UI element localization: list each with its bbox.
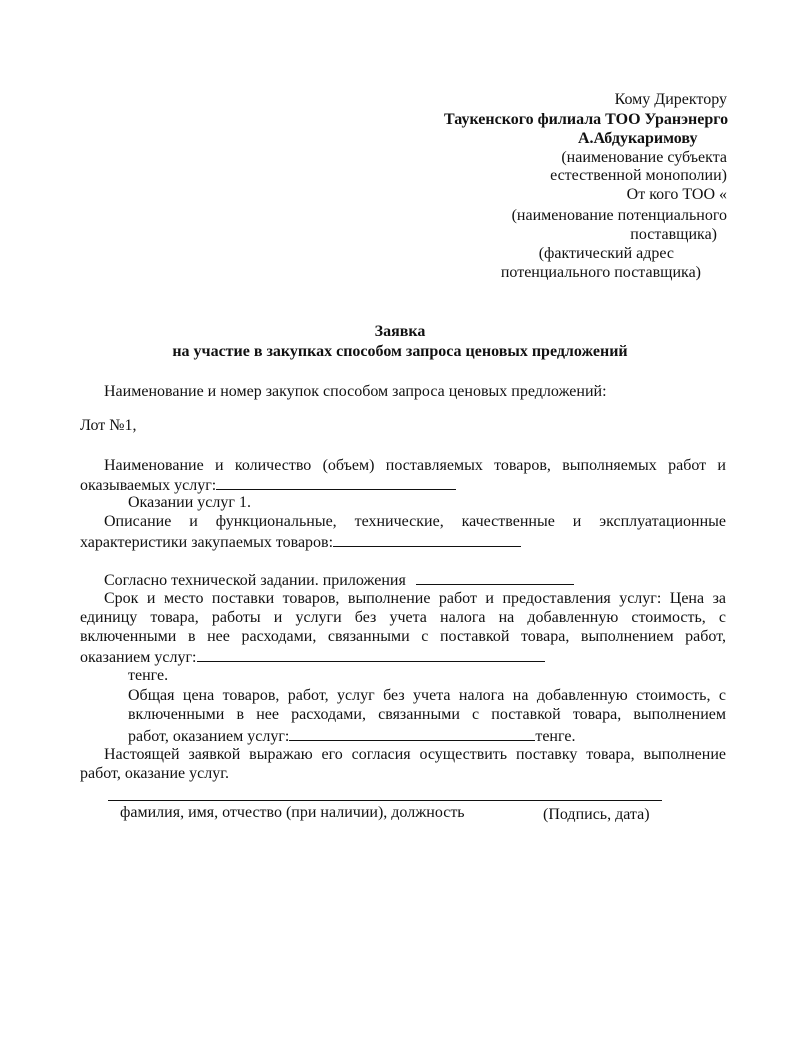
description-line-1: Описание и функциональные, технические, качественные и эксплуатационные — [104, 513, 726, 530]
term-line-2: единицу товара, работы и услуги без учета налога на добавленную стоимость, с — [80, 609, 726, 626]
addressee-line-3: А.Абдукаримову — [578, 130, 698, 147]
total-label: работ, оказанием услуг: — [128, 728, 290, 745]
addressee-line-7: (наименование потенциального — [511, 207, 727, 224]
description-blank-field[interactable] — [333, 531, 521, 547]
goods-blank-field[interactable] — [216, 474, 456, 490]
goods-label: оказываемых услуг: — [80, 477, 217, 494]
procurement-name-line: Наименование и номер закупок способом запроса ценовых предложений: — [104, 383, 607, 400]
addressee-line-2: Таукенского филиала ТОО Уранэнерго — [444, 111, 729, 128]
addressee-line-9: (фактический адрес — [538, 245, 674, 262]
addressee-line-8: поставщика) — [630, 226, 717, 243]
tenge-line-1: тенге. — [128, 667, 169, 684]
total-line-3 — [128, 725, 575, 747]
lot-line: Лот №1, — [80, 417, 137, 434]
description-label: характеристики закупаемых товаров: — [80, 534, 334, 551]
tech-spec-label: Согласно технической задании. приложения — [104, 572, 406, 589]
total-line-2: включенными в нее расходами, связанными с поставкой товара, выполнением — [128, 706, 726, 723]
addressee-line-10: потенциального поставщика) — [500, 264, 701, 281]
signature-line[interactable] — [108, 800, 662, 801]
consent-line-1: Настоящей заявкой выражаю его согласия осуществить поставку товара, выполнение — [104, 746, 726, 763]
term-line-4 — [80, 646, 545, 668]
fio-label: фамилия, имя, отчество (при наличии), должность — [120, 804, 465, 821]
tech-spec-blank-field[interactable] — [416, 569, 574, 585]
signature-label: (Подпись, дата) — [543, 806, 650, 823]
unit-price-blank-field[interactable] — [197, 646, 545, 662]
consent-line-2: работ, оказание услуг. — [80, 765, 229, 782]
tech-spec-line — [104, 569, 574, 591]
addressee-line-5: естественной монополии) — [550, 167, 727, 184]
total-price-blank-field[interactable] — [289, 725, 535, 741]
goods-line-1: Наименование и количество (объем) поставляемых товаров, выполняемых работ и — [104, 457, 726, 474]
addressee-line-1: Кому Директору — [614, 91, 727, 108]
term-line-3: включенными в нее расходами, связанными с поставкой товара, выполнением работ, — [80, 628, 726, 645]
services-line: Оказании услуг 1. — [128, 494, 251, 511]
term-label: оказанием услуг: — [80, 649, 197, 666]
addressee-line-6: От кого ТОО « — [626, 186, 727, 203]
term-line-1: Срок и место поставки товаров, выполнение работ и предоставления услуг: Цена за — [104, 590, 726, 607]
document-title: Заявка — [374, 323, 426, 340]
total-tenge-label: тенге. — [535, 728, 576, 745]
addressee-line-4: (наименование субъекта — [561, 149, 727, 166]
document-subtitle: на участие в закупках способом запроса ценовых предложений — [172, 343, 628, 360]
total-line-1: Общая цена товаров, работ, услуг без учета налога на добавленную стоимость, с — [128, 687, 726, 704]
description-line-2 — [80, 531, 521, 553]
